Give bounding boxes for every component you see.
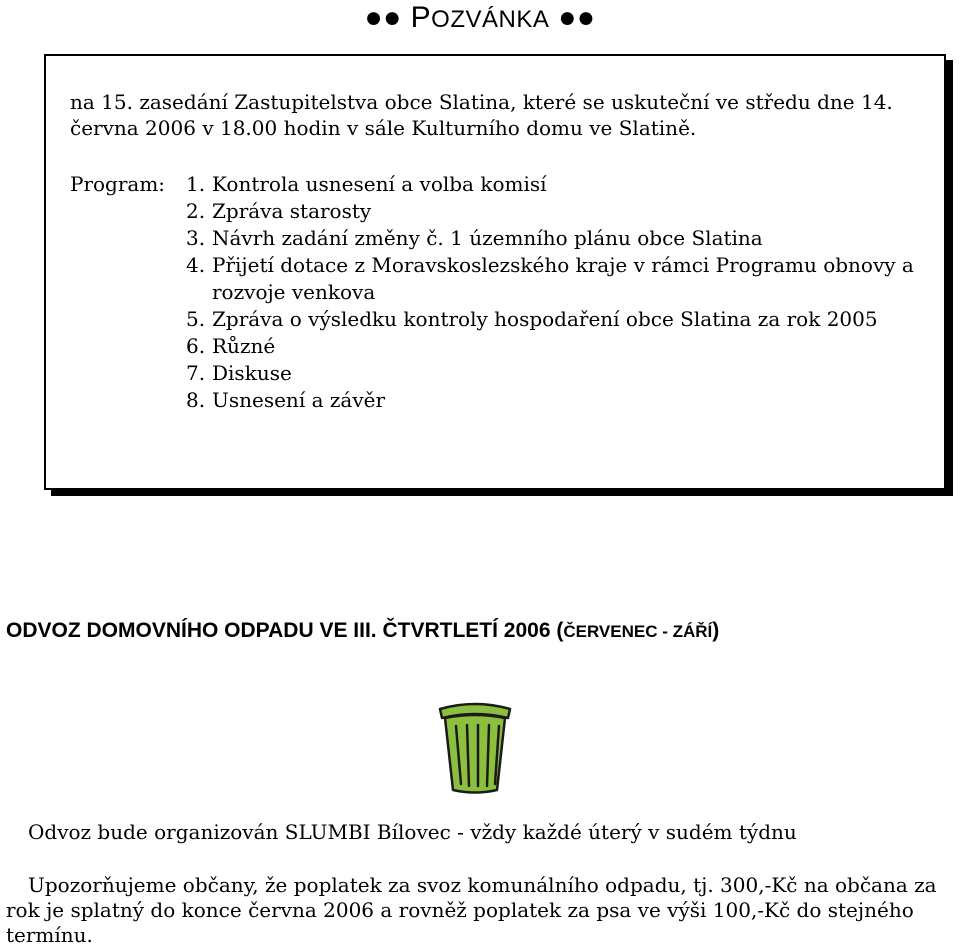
- program-item: 6. Různé: [186, 334, 276, 358]
- fee-notice: Upozorňujeme občany, že poplatek za svoz komunálního odpadu, tj. 300,-Kč na občana za rok je splatný do konce června 2006 a rovněž poplatek za psa ve výši 100,-Kč do stejného termínu.: [6, 873, 937, 947]
- program-item: 7. Diskuse: [186, 361, 292, 385]
- trash-bin-icon: [436, 700, 514, 796]
- program-item: 4. Přijetí dotace z Moravskoslezského kraje v rámci Programu obnovy a rozvoje venkova: [186, 253, 914, 304]
- program-list: [186, 171, 926, 414]
- invitation-title: [0, 0, 960, 38]
- title-rest: OZVÁNKA: [431, 6, 550, 33]
- title-initial: P: [410, 1, 432, 34]
- title-bullets-left: ●●: [364, 1, 402, 34]
- program-item: 3. Návrh zadání změny č. 1 územního plánu obce Slatina: [186, 226, 763, 250]
- invitation-box: [44, 54, 946, 490]
- program-item: 8. Usnesení a závěr: [186, 388, 386, 412]
- program-item: 2. Zpráva starosty: [186, 199, 372, 223]
- waste-schedule: Odvoz bude organizován SLUMBI Bílovec - vždy každé úterý v sudém týdnu: [28, 820, 797, 844]
- program-item: 1. Kontrola usnesení a volba komisí: [186, 172, 547, 196]
- program-label: Program:: [70, 172, 166, 196]
- waste-heading: ODVOZ DOMOVNÍHO ODPADU VE III. ČTVRTLETÍ 2006 (ČERVENEC - ZÁŘÍ): [6, 619, 720, 642]
- invitation-intro: na 15. zasedání Zastupitelstva obce Slatina, které se uskuteční ve středu dne 14. června 2006 v 18.00 hodin v sále Kulturního domu ve Slatině.: [70, 90, 893, 140]
- title-bullets-right: ●●: [558, 1, 596, 34]
- program-item: 5. Zpráva o výsledku kontroly hospodaření obce Slatina za rok 2005: [186, 307, 878, 331]
